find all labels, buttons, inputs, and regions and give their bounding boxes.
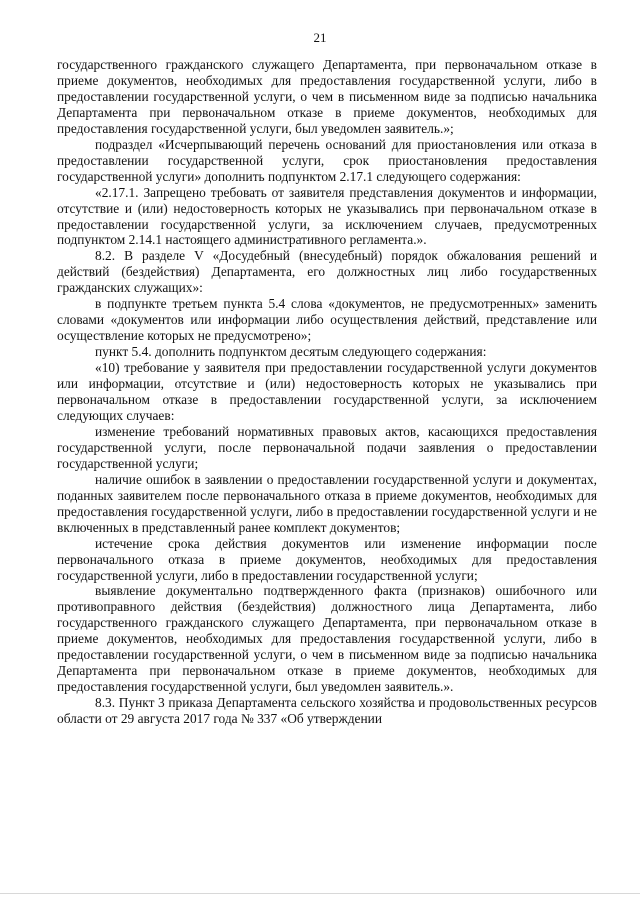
paragraph-item-10: «10) требование у заявителя при предоставлении государственной услуги документов или информации, отсутствие и (или) недостоверность которых не указывались при первоначальном отказе в предоставлении государственной услуги, за исключением следующих случаев: [57,360,597,423]
list-item-expiry: истечение срока действия документов или изменение информации после первоначального отказа в приеме документов, необходимых для предоставления государственной услуги, либо в предоставлении государственной услуги; [57,535,597,583]
paragraph-5-4-amendment: в подпункте третьем пункта 5.4 слова «документов, не предусмотренных» заменить словами «документов или информации либо осуществления действий, представление или осуществление которых не предусмотрено»; [57,296,597,344]
paragraph-8-3: 8.3. Пункт 3 приказа Департамента сельского хозяйства и продовольственных ресурсов области от 29 августа 2017 года № 337 «Об утверждении [57,695,597,727]
page-bottom-edge [0,893,640,894]
paragraph-5-4-addition: пункт 5.4. дополнить подпунктом десятым следующего содержания: [95,344,487,360]
document-body [57,57,597,727]
list-item-misconduct: выявление документально подтвержденного факта (признаков) ошибочного или противоправного действия (бездействия) должностного лица Департамента, либо государственного гражданского служащего Департамента, при первоначальном отказе в приеме документов, необходимых для предоставления государственной услуги, либо в предоставлении государственной услуги, о чем в письменном виде за подписью начальника Департамента при первоначальном отказе в приеме документов, необходимых для предоставления государственной услуги, был уведомлен заявитель.». [57,583,597,695]
paragraph-continuation: государственного гражданского служащего Департамента, при первоначальном отказе в приеме документов, необходимых для предоставления государственной услуги, либо в предоставлении государственной услуги, о чем в письменном виде за подписью начальника Департамента при первоначальном отказе в приеме документов, необходимых для предоставления государственной услуги, был уведомлен заявитель.»; [57,57,597,136]
paragraph-8-2: 8.2. В разделе V «Досудебный (внесудебный) порядок обжалования решений и действий (бездействия) Департамента, его должностных лиц либо государственных гражданских служащих»: [57,248,597,296]
paragraph-2-17-1: «2.17.1. Запрещено требовать от заявителя представления документов и информации, отсутствие и (или) недостоверность которых не указывались при первоначальном отказе в предоставлении государственной услуги, за исключением случаев, предусмотренных подпунктом 2.14.1 настоящего административного регламента.». [57,184,597,248]
list-item-requirements-change: изменение требований нормативных правовых актов, касающихся предоставления государственной услуги, после первоначальной подачи заявления о предоставлении государственной услуги; [57,423,597,471]
paragraph-subsection-addition: подраздел «Исчерпывающий перечень оснований для приостановления или отказа в предоставлении государственной услуги, срок приостановления предоставления государственной услуги» дополнить подпунктом 2.17.1 следующего содержания: [57,136,597,184]
list-item-errors: наличие ошибок в заявлении о предоставлении государственной услуги и документах, поданных заявителем после первоначального отказа в приеме документов, необходимых для предоставления государственной услуги, либо в предоставлении государственной услуги и не включенных в представленный ранее комплект документов; [57,471,597,535]
page-number: 21 [313,30,327,45]
